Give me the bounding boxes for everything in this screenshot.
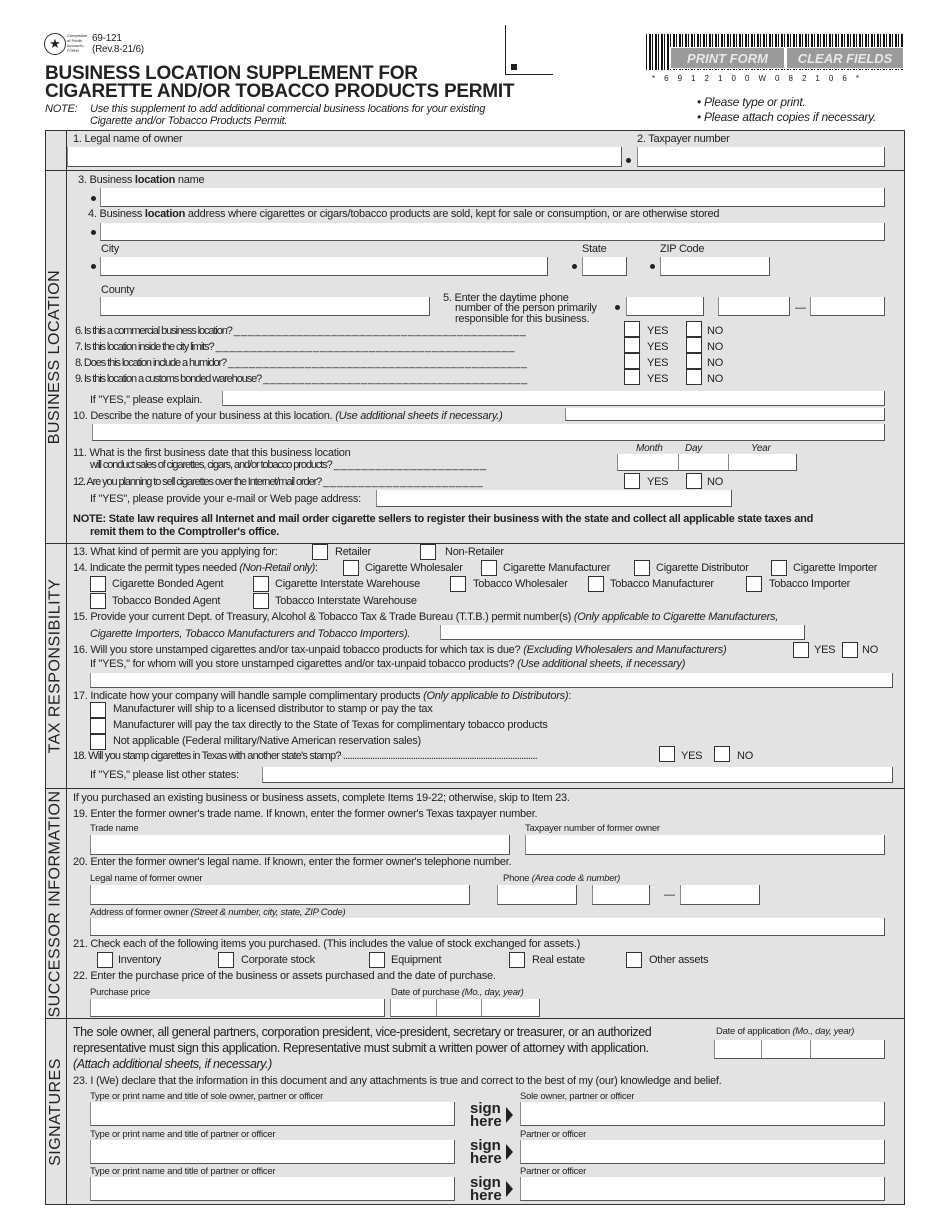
q6-label: 6. Is this a commercial business location? _ _ _ _ _ _ _ _ _ _ _ _ _ _ _ _ _ _ _ _ _ _ _ _ _ _ _ _ _ _ _ _ _ _ _ _ _ _ _ _ _ _ [75,325,525,337]
purchase-date-label: Date of purchase (Mo., day, year) [391,987,524,998]
q6-no-checkbox[interactable] [686,321,702,337]
other-assets-checkbox[interactable] [626,952,642,968]
q1-label: 1. Legal name of owner [73,133,183,145]
non-retailer-checkbox[interactable] [420,544,436,560]
q5-line3: responsible for this business. [455,313,590,325]
former-phone-prefix-input[interactable] [592,885,650,905]
permit-type-label: Tobacco Manufacturer [610,578,714,590]
comptroller-seal-icon: ★ [44,33,66,55]
former-address-label: Address of former owner (Street & number, city, state, ZIP Code) [90,907,346,918]
cigarette-bonded-agent-checkbox[interactable] [90,576,106,592]
tax-responsibility-label [45,544,67,788]
sample-option-label: Not applicable (Federal military/Native American reservation sales) [113,735,421,747]
sample-option-2-checkbox[interactable] [90,718,106,734]
tobacco-interstate-warehouse-checkbox[interactable] [253,593,269,609]
email-label: If "YES", please provide your e-mail or Web page address: [90,493,361,505]
signer1-signature-field[interactable] [520,1102,885,1126]
purchase-price-label: Purchase price [90,987,150,998]
q16-no-checkbox[interactable] [842,642,858,658]
zip-input[interactable] [660,257,770,276]
signer3-role-label: Partner or officer [520,1166,587,1177]
storage-for-whom-input[interactable] [90,673,893,688]
ttb-permit-input[interactable] [440,625,805,640]
no-label: NO [707,357,723,369]
yes-label: YES [814,644,836,656]
q7-yes-checkbox[interactable] [624,337,640,353]
note-line2: Cigarette and/or Tobacco Products Permit. [90,115,288,127]
former-taxpayer-label: Taxpayer number of former owner [525,823,660,834]
yes-label: YES [647,373,669,385]
q15-line1: 15. Provide your current Dept. of Treasury, Alcohol & Tobacco Tax & Trade Bureau (T.T.B.) permit number(s) (Only applicable to Cigarette Manufacturers, [73,611,779,623]
sample-option-label: Manufacturer will pay the tax directly to the State of Texas for complimentary tobacco products [113,719,548,731]
explain-label: If "YES," please explain. [90,394,203,406]
former-taxpayer-input[interactable] [525,835,885,855]
county-label: County [101,284,135,296]
tobacco-wholesaler-checkbox[interactable] [450,576,466,592]
q18-no-checkbox[interactable] [714,746,730,762]
bullet-icon [626,158,631,163]
permit-type-label: Tobacco Bonded Agent [112,595,221,607]
phone-line-input[interactable] [810,297,885,316]
q17-label: 17. Indicate how your company will handle sample complimentary products (Only applicable to Distributors): [73,690,572,702]
phone-prefix-input[interactable] [718,297,790,316]
note-line1: Use this supplement to add additional commercial business locations for your existing [90,103,486,115]
sample-option-3-checkbox[interactable] [90,734,106,750]
q19-label: 19. Enter the former owner's trade name. If known, enter the former owner's Texas taxpayer number. [73,808,538,820]
former-phone-line-input[interactable] [680,885,760,905]
tobacco-importer-checkbox[interactable] [746,576,762,592]
q5-line1: 5. Enter the daytime phone [443,292,569,304]
q12-no-checkbox[interactable] [686,473,702,489]
application-date-input[interactable] [714,1040,885,1059]
corporate-stock-checkbox[interactable] [218,952,234,968]
q21-label: 21. Check each of the following items you purchased. (This includes the value of stock exchanged for assets.) [73,938,581,950]
asset-label: Equipment [391,954,442,966]
q22-label: 22. Enter the purchase price of the business or assets purchased and the date of purchase. [73,970,496,982]
retailer-label: Retailer [335,546,371,558]
trade-name-label: Trade name [90,823,139,834]
asset-label: Real estate [532,954,585,966]
q18-yes-checkbox[interactable] [659,746,675,762]
other-states-input[interactable] [262,767,893,783]
phone-dash: — [795,302,806,314]
former-legal-name-label: Legal name of former owner [90,873,203,884]
sign-here-icon: sign here [470,1100,502,1130]
signer2-signature-field[interactable] [520,1140,885,1164]
permit-type-label: Tobacco Importer [769,578,850,590]
zip-label: ZIP Code [660,243,705,255]
q9-no-checkbox[interactable] [686,369,702,385]
form-number: 69-121 [92,33,122,44]
former-phone-label: Phone (Area code & number) [503,873,621,884]
city-label: City [101,243,119,255]
state-label: State [582,243,607,255]
signer1-role-label: Sole owner, partner or officer [520,1091,635,1102]
note-label: NOTE: [45,103,78,115]
signatures-label [45,1019,67,1204]
sign-instructions-1: The sole owner, all general partners, corporation president, vice-president, secretary or treasurer, or an authorized [73,1025,652,1039]
no-label: NO [707,476,723,488]
section-label: TAX RESPONSIBILITY [46,578,64,754]
email-input[interactable] [376,490,732,507]
business-nature-input-2[interactable] [92,424,885,441]
cigarette-wholesaler-checkbox[interactable] [343,560,359,576]
no-label: NO [707,341,723,353]
q8-label: 8. Does this location include a humidor? _ _ _ _ _ _ _ _ _ _ _ _ _ _ _ _ _ _ _ _ _ _ _ _ _ _ _ _ _ _ _ _ _ _ _ _ _ _ _ _ _ _ _ [75,357,526,369]
signer2-name-input[interactable] [90,1140,455,1164]
bullet-icon [650,264,655,269]
internet-sales-note-1: NOTE: State law requires all Internet and mail order cigarette sellers to register their business with the state and collect all applicable state taxes and [73,513,814,525]
former-address-input[interactable] [90,918,885,936]
phone-area-input[interactable] [626,297,704,316]
signer2-role-label: Partner or officer [520,1129,587,1140]
retailer-checkbox[interactable] [312,544,328,560]
q5-line2: number of the person primarily [455,302,597,314]
asset-label: Inventory [118,954,161,966]
no-label: NO [737,750,753,762]
section-label: SUCCESSOR INFORMATION [46,789,64,1018]
barcode-text: * 6 9 1 2 1 0 0 W 0 8 2 1 0 6 * [652,74,863,83]
successor-intro: If you purchased an existing business or business assets, complete Items 19-22; otherwise, skip to Item 23. [73,792,570,804]
section-label: SIGNATURES [46,1057,64,1166]
state-input[interactable] [582,257,627,276]
explain-input[interactable] [222,391,885,406]
non-retailer-label: Non-Retailer [445,546,504,558]
permit-type-label: Cigarette Bonded Agent [112,578,224,590]
sign-instructions-2: representative must sign this application. Representative must submit a written power of attorney with application. [73,1041,649,1055]
tobacco-manufacturer-checkbox[interactable] [588,576,604,592]
permit-type-label: Tobacco Interstate Warehouse [275,595,417,607]
signer3-signature-field[interactable] [520,1177,885,1201]
q9-label: 9. Is this location a customs bonded warehouse? _ _ _ _ _ _ _ _ _ _ _ _ _ _ _ _ _ _ _ _ _ _ _ _ _ _ _ _ _ _ _ _ _ _ _ _ _ _ [75,373,527,385]
tip-attach: • Please attach copies if necessary. [697,110,877,124]
cigarette-manufacturer-checkbox[interactable] [481,560,497,576]
successor-label [45,789,67,1018]
month-label: Month [636,443,663,454]
q8-no-checkbox[interactable] [686,353,702,369]
phone-dash: — [664,889,675,901]
internet-sales-note-2: remit them to the Comptroller's office. [90,526,280,538]
q7-no-checkbox[interactable] [686,337,702,353]
permit-type-label: Tobacco Wholesaler [473,578,568,590]
q8-yes-checkbox[interactable] [624,353,640,369]
county-input[interactable] [100,297,430,316]
section-label: BUSINESS LOCATION [46,269,64,445]
form-title-line2: CIGARETTE AND/OR TOBACCO PRODUCTS PERMIT [45,81,515,102]
signer1-name-label: Type or print name and title of sole owner, partner or officer [90,1091,324,1102]
legal-name-input[interactable] [67,147,622,167]
q12-label: 12. Are you planning to sell cigarettes over the Internet/mail order? _ _ _ _ _ _ _ _ _ _ _ _ _ _ _ _ _ _ _ _ _ _ _ [73,476,482,488]
purchase-price-input[interactable] [90,999,385,1017]
yes-label: YES [647,357,669,369]
real-estate-checkbox[interactable] [509,952,525,968]
permit-type-label: Cigarette Importer [793,562,878,574]
q16-line1: 16. Will you store unstamped cigarettes and/or tax-unpaid tobacco products for which tax is due? (Excluding Wholesalers and Manufacturers) [73,644,727,656]
bullet-icon [572,264,577,269]
equipment-checkbox[interactable] [369,952,385,968]
application-date-label: Date of application (Mo., day, year) [716,1026,855,1037]
signer1-name-input[interactable] [90,1102,455,1126]
sign-instructions-3: (Attach additional sheets, if necessary.) [73,1057,272,1071]
permit-type-label: Cigarette Distributor [656,562,749,574]
q11-line2: will conduct sales of cigarettes, cigars, and/or tobacco products? _ _ _ _ _ _ _ _ _ _ _ _ _ _ _ _ _ _ _ _ _ _ [90,459,486,471]
tip-type: • Please type or print. [697,95,806,109]
signer2-name-label: Type or print name and title of partner or officer [90,1129,276,1140]
city-input[interactable] [100,257,548,276]
former-phone-area-input[interactable] [497,885,577,905]
former-legal-name-input[interactable] [90,885,470,905]
clear-fields-button[interactable]: CLEAR FIELDS [786,47,904,69]
yes-label: YES [681,750,703,762]
owner-row-side [45,131,67,170]
tobacco-bonded-agent-checkbox[interactable] [90,593,106,609]
yes-label: YES [647,476,669,488]
sample-option-label: Manufacturer will ship to a licensed distributor to stamp or pay the tax [113,703,433,715]
q11-line1: 11. What is the first business date that this business location [73,447,351,459]
q20-label: 20. Enter the former owner's legal name. If known, enter the former owner's telephone number. [73,856,512,868]
sign-here-icon: sign here [470,1137,502,1167]
address-input[interactable] [100,223,885,241]
q3-label: 3. Business location name [78,174,205,186]
q4-label: 4. Business location address where cigarettes or cigars/tobacco products are sold, kept for sale or consumption, or are otherwise stored [88,208,720,220]
trade-name-input[interactable] [90,835,510,855]
bullet-icon [615,305,620,310]
no-label: NO [707,373,723,385]
q2-label: 2. Taxpayer number [637,133,730,145]
print-form-button[interactable]: PRINT FORM [670,47,785,69]
q7-label: 7. Is this location inside the city limits? _ _ _ _ _ _ _ _ _ _ _ _ _ _ _ _ _ _ _ _ _ _ _ _ _ _ _ _ _ _ _ _ _ _ _ _ _ _ _ _ _ _ _ [75,341,514,353]
permit-type-label: Cigarette Manufacturer [503,562,610,574]
purchase-date-input[interactable] [390,999,540,1017]
bullet-icon [91,196,96,201]
permit-type-label: Cigarette Interstate Warehouse [275,578,420,590]
q10-label: 10. Describe the nature of your business at this location. (Use additional sheets if necessary.) [73,410,503,422]
no-label: NO [707,325,723,337]
business-location-name-input[interactable] [100,188,885,207]
q18-label: 18. Will you stamp cigarettes in Texas with another state's stamp? ...................................................................................... [73,750,537,762]
q12-yes-checkbox[interactable] [624,473,640,489]
q15-line2: Cigarette Importers, Tobacco Manufacturers and Tobacco Importers). [90,628,411,640]
bullet-icon [91,230,96,235]
yes-label: YES [647,341,669,353]
cigarette-interstate-warehouse-checkbox[interactable] [253,576,269,592]
asset-label: Corporate stock [241,954,315,966]
asset-label: Other assets [649,954,709,966]
q13-label: 13. What kind of permit are you applying for: [73,546,278,558]
q14-label: 14. Indicate the permit types needed (Non-Retail only): [73,562,318,574]
business-nature-input-1[interactable] [565,408,885,421]
signer3-name-input[interactable] [90,1177,455,1201]
q23-label: 23. I (We) declare that the information in this document and any attachments is true and correct to the best of my (our) knowledge and belief. [73,1075,722,1087]
day-label: Day [685,443,703,454]
square-mark [511,64,517,70]
taxpayer-number-input[interactable] [637,147,885,167]
signer3-name-label: Type or print name and title of partner or officer [90,1166,276,1177]
cigarette-distributor-checkbox[interactable] [634,560,650,576]
first-business-date-input[interactable] [617,454,797,471]
q16-line2: If "YES," for whom will you store unstamped cigarettes and/or tax-unpaid tobacco products? (Use additional sheets, if necessary) [90,658,686,670]
sign-here-icon: sign here [470,1174,502,1204]
q9-yes-checkbox[interactable] [624,369,640,385]
year-label: Year [751,443,771,454]
agency-name: Comptroller of Public Accounts FORM [67,33,88,53]
inventory-checkbox[interactable] [97,952,113,968]
q6-yes-checkbox[interactable] [624,321,640,337]
other-states-label: If "YES," please list other states: [90,769,239,781]
bullet-icon [91,264,96,269]
form-title-line1: BUSINESS LOCATION SUPPLEMENT FOR [45,63,418,84]
revision: (Rev.8-21/6) [92,44,144,55]
yes-label: YES [647,325,669,337]
sample-option-1-checkbox[interactable] [90,702,106,718]
cigarette-importer-checkbox[interactable] [771,560,787,576]
q16-yes-checkbox[interactable] [793,642,809,658]
business-location-label [45,171,67,543]
no-label: NO [862,644,878,656]
permit-type-label: Cigarette Wholesaler [365,562,463,574]
